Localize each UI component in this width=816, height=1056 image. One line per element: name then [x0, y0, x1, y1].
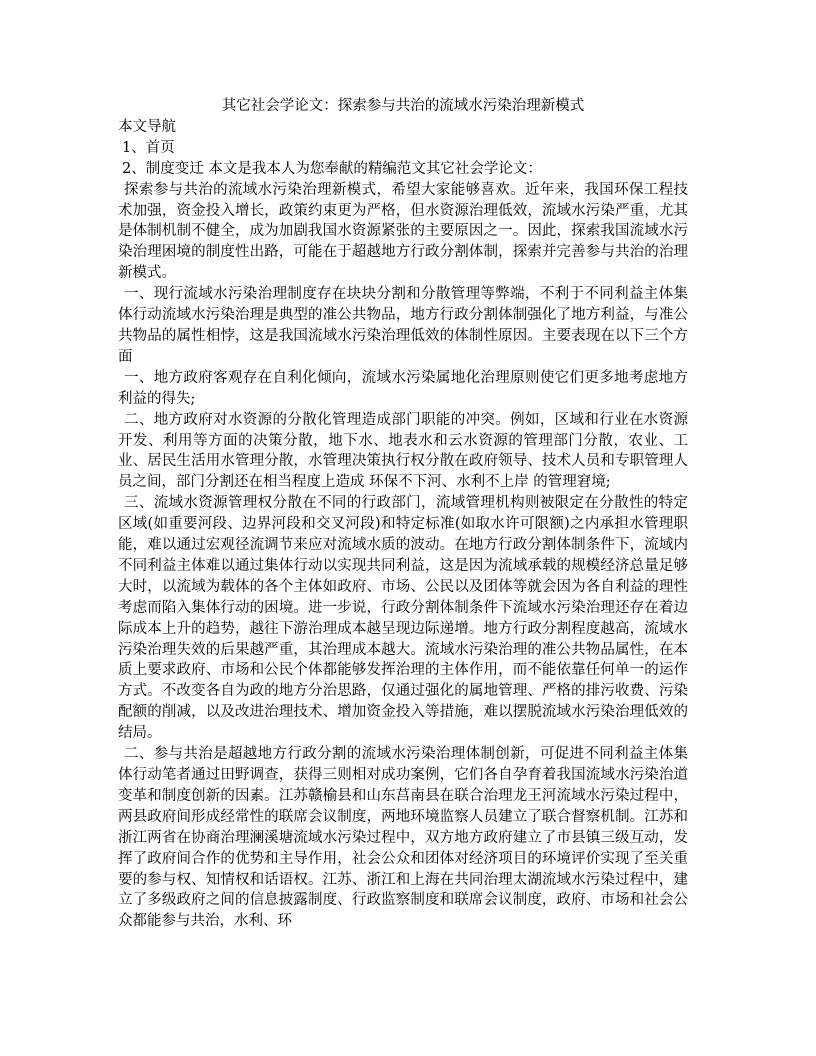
paragraph-section-two: 二、参与共治是超越地方行政分割的流域水污染治理体制创新，可促进不同利益主体集体行动笔者通过田野调查，获得三则相对成功案例，它们各自孕育着我国流域水污染治道变革和制度创新的因素。江苏赣榆县和山东莒南县在联合治理龙王河流域水污染过程中，两县政府间形成经常性的联席会议制度，两地环境监察人员建立了联合督察机制。江苏和浙江两省在协商治理澜溪塘流域水污染过程中，双方地方政府建立了市县镇三级互动，发挥了政府间合作的优势和主导作用，社会公众和团体对经济项目的环境评价实现了至关重要的参与权、知情权和话语权。江苏、浙江和上海在共同治理太湖流域水污染过程中，建立了多级政府之间的信息披露制度、行政监察制度和联席会议制度，政府、市场和社会公众都能参与共治，水利、环: [118, 746, 688, 930]
paragraph-point-one: 一、地方政府客观存在自利化倾向，流域水污染属地化治理原则使它们更多地考虑地方利益的得失;: [118, 369, 688, 407]
paragraph-point-two: 二、地方政府对水资源的分散化管理造成部门职能的冲突。例如，区域和行业在水资源开发、利用等方面的决策分散，地下水、地表水和云水资源的管理部门分散，农业、工业、居民生活用水管理分散，水管理决策执行权分散在政府领导、技术人员和专职管理人员之间，部门分割还在相当程度上造成 环保不下河、水利不上岸 的管理窘境;: [118, 411, 688, 491]
paragraph-point-three: 三、流域水资源管理权分散在不同的行政部门，流域管理机构则被限定在分散性的特定区域(如重要河段、边界河段和交叉河段)和特定标准(如取水许可限额)之内承担水管理职能，难以通过宏观径流调节来应对流域水质的波动。在地方行政分割体制条件下，流域内不同利益主体难以通过集体行动以实现共同利益，这是因为流域承载的规模经济总量足够大时，以流域为载体的各个主体如政府、市场、公民以及团体等就会因为各自利益的理性考虑而陷入集体行动的困境。进一步说，行政分割体制条件下流域水污染治理还存在着边际成本上升的趋势，越往下游治理成本越呈现边际递增。地方行政分割程度越高，流域水污染治理失效的后果越严重，其治理成本越大。流域水污染治理的准公共物品属性，在本质上要求政府、市场和公民个体都能够发挥治理的主体作用，而不能依靠任何单一的运作方式。不改变各自为政的地方分治思路，仅通过强化的属地管理、严格的排污收费、污染配额的削减，以及改进治理技术、增加资金投入等措施，难以摆脱流域水污染治理低效的结局。: [118, 495, 688, 742]
paragraph-intro: 探索参与共治的流域水污染治理新模式，希望大家能够喜欢。近年来，我国环保工程技术加强，资金投入增长，政策约束更为严格，但水资源治理低效，流域水污染严重，尤其是体制机制不健全，成为加剧我国水资源紧张的主要原因之一。因此，探索我国流域水污染治理困境的制度性出路，可能在于超越地方行政分割体制，探索并完善参与共治的治理新模式。: [118, 181, 688, 282]
document-page: [118, 96, 688, 932]
nav-item-institutional-change[interactable]: 2、制度变迁 本文是我本人为您奉献的精编范文其它社会学论文：: [122, 160, 542, 177]
paragraph-section-one: 一、现行流域水污染治理制度存在块块分割和分散管理等弊端，不利于不同利益主体集体行动流域水污染治理是典型的准公共物品，地方行政分割体制强化了地方利益，与准公共物品的属性相悖，这是我国流域水污染治理低效的体制性原因。主要表现在以下三个方面: [118, 286, 688, 365]
nav-heading: 本文导航: [118, 118, 176, 135]
nav-item-home[interactable]: 1、首页: [122, 139, 175, 156]
nav-list: [118, 138, 688, 180]
document-title: 其它社会学论文：探索参与共治的流域水污染治理新模式: [221, 98, 585, 114]
